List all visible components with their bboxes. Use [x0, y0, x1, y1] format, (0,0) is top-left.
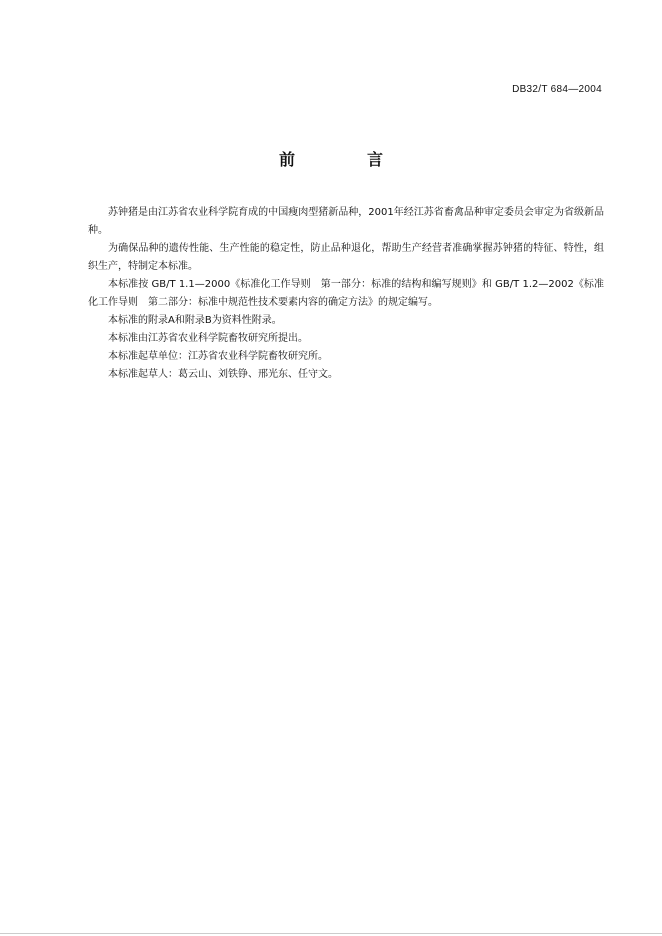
page-bottom-edge	[0, 933, 662, 934]
standard-number: DB32/T 684—2004	[512, 84, 602, 95]
preface-paragraph-annexes: 本标准的附录A和附录B为资料性附录。	[108, 315, 282, 326]
page-title: 前 言	[278, 150, 411, 169]
preface-body	[88, 204, 604, 384]
preface-paragraph-origin: 苏钟猪是由江苏省农业科学院育成的中国瘦肉型猪新品种，2001年经江苏省畜禽品种审定委员会审定为省级新品种。	[88, 207, 604, 236]
preface-paragraph-drafting-unit: 本标准起草单位：江苏省农业科学院畜牧研究所。	[108, 351, 328, 362]
preface-paragraph-purpose: 为确保品种的遗传性能、生产性能的稳定性，防止品种退化，帮助生产经营者准确掌握苏钟猪的特征、特性，组织生产，特制定本标准。	[88, 243, 604, 272]
preface-paragraph-drafters: 本标准起草人：葛云山、刘铁铮、邢光东、任守文。	[108, 369, 338, 380]
preface-paragraph-proposer: 本标准由江苏省农业科学院畜牧研究所提出。	[108, 333, 308, 344]
preface-paragraph-drafting-rules: 本标准按 GB/T 1.1—2000《标准化工作导则 第一部分：标准的结构和编写规则》和 GB/T 1.2—2002《标准化工作导则 第二部分：标准中规范性技术要素内容的确定方法》的规定编写。	[88, 279, 604, 308]
